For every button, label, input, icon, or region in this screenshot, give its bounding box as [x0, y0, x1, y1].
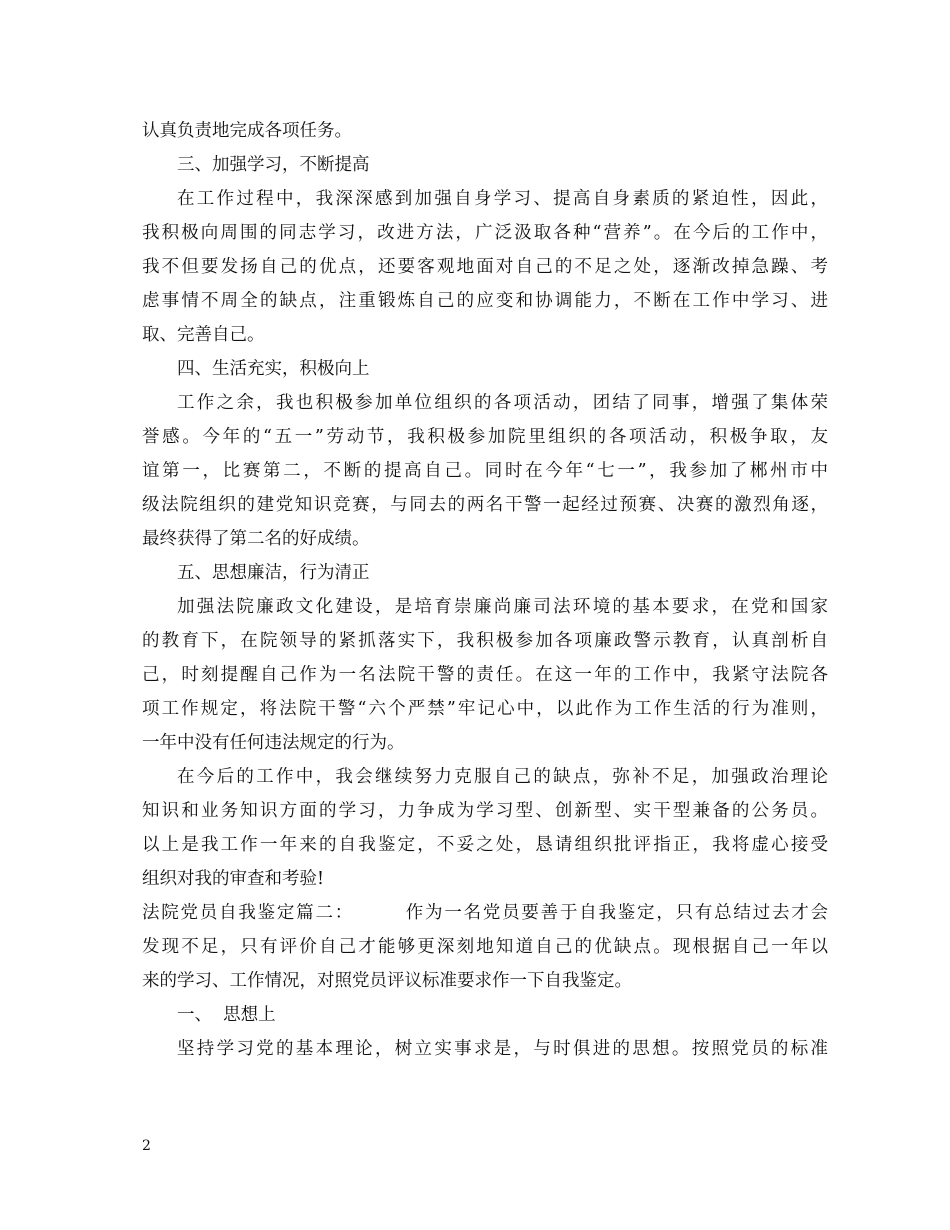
- text-line: 己，时刻提醒自己作为一名法院干警的责任。在这一年的工作中，我紧守法院各: [142, 665, 828, 685]
- text-line: 知识和业务知识方面的学习，力争成为学习型、创新型、实干型兼备的公务员。: [142, 801, 828, 821]
- text-line: 认真负责地完成各项任务。: [142, 121, 352, 141]
- text-line: 以上是我工作一年来的自我鉴定，不妥之处，恳请组织批评指正，我将虚心接受: [142, 835, 828, 855]
- page-number: 2: [142, 1138, 151, 1154]
- text-line: 取、完善自己。: [142, 325, 265, 345]
- text-line: 来的学习、工作情况，对照党员评议标准要求作一下自我鉴定。: [142, 971, 632, 991]
- text-line: 誉感。今年的“五一”劳动节，我积极参加院里组织的各项活动，积极争取，友: [142, 427, 828, 447]
- text-line: 坚持学习党的基本理论，树立实事求是，与时俱进的思想。按照党员的标准: [177, 1039, 828, 1059]
- section-heading: 四、生活充实，积极向上: [177, 359, 370, 379]
- text-line: 在工作过程中，我深深感到加强自身学习、提高自身素质的紧迫性，因此，: [177, 189, 828, 209]
- text-line: 我积极向周围的同志学习，改进方法，广泛汲取各种“营养”。在今后的工作中，: [142, 223, 828, 243]
- section-heading: 三、加强学习，不断提高: [177, 155, 370, 175]
- text-line: 在今后的工作中，我会继续努力克服自己的缺点，弥补不足，加强政治理论: [177, 767, 828, 787]
- article-title: 法院党员自我鉴定篇二：: [142, 903, 354, 923]
- text-line: 的教育下，在院领导的紧抓落实下，我积极参加各项廉政警示教育，认真剖析自: [142, 631, 828, 651]
- section-heading: 五、思想廉洁，行为清正: [177, 563, 370, 583]
- text-line: 级法院组织的建党知识竞赛，与同去的两名干警一起经过预赛、决赛的激烈角逐，: [142, 495, 828, 515]
- text-line: 虑事情不周全的缺点，注重锻炼自己的应变和协调能力，不断在工作中学习、进: [142, 291, 828, 311]
- document-body: [142, 114, 828, 1066]
- text-line: 谊第一，比赛第二，不断的提高自己。同时在今年“七一”，我参加了郴州市中: [142, 461, 828, 481]
- section-heading: 一、 思想上: [177, 1005, 276, 1025]
- text-line: 工作之余，我也积极参加单位组织的各项活动，团结了同事，增强了集体荣: [177, 393, 828, 413]
- text-line: 组织对我的审查和考验!: [142, 869, 325, 889]
- text-line: 发现不足，只有评价自己才能够更深刻地知道自己的优缺点。现根据自己一年以: [142, 937, 828, 957]
- text-line: 项工作规定，将法院干警“六个严禁”牢记心中，以此作为工作生活的行为准则，: [142, 699, 828, 719]
- text-line: 加强法院廉政文化建设，是培育崇廉尚廉司法环境的基本要求，在党和国家: [177, 597, 828, 617]
- text-line: 我不但要发扬自己的优点，还要客观地面对自己的不足之处，逐渐改掉急躁、考: [142, 257, 828, 277]
- text-line: 最终获得了第二名的好成绩。: [142, 529, 370, 549]
- article-intro: 作为一名党员要善于自我鉴定，只有总结过去才会: [404, 903, 828, 923]
- text-line-with-title: [142, 896, 828, 930]
- text-line: 一年中没有任何违法规定的行为。: [142, 733, 405, 753]
